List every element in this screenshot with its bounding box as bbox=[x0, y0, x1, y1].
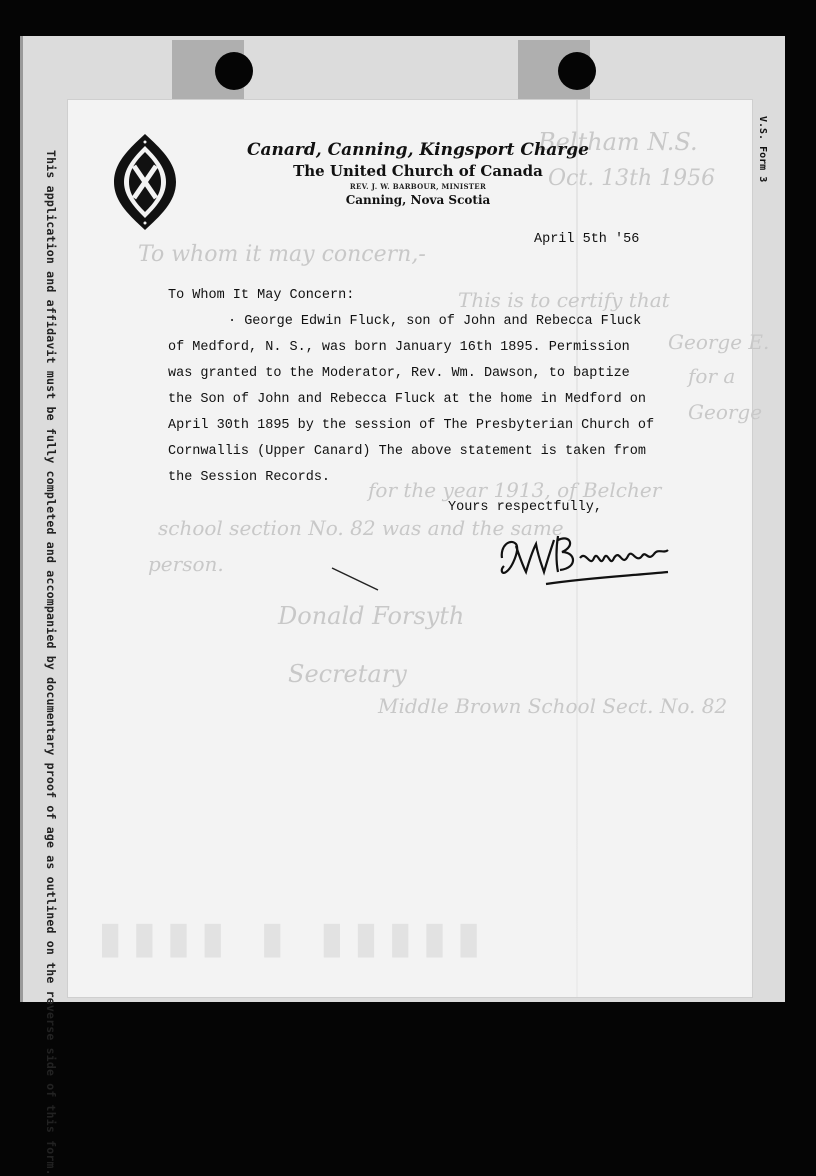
letterhead-church-name: The United Church of Canada bbox=[293, 162, 543, 180]
faint-handwriting-line-3: for a bbox=[688, 364, 736, 388]
faint-handwriting-place: Beltham N.S. bbox=[538, 128, 698, 156]
handwritten-signature bbox=[496, 528, 686, 588]
faint-handwriting-line-2: George E. bbox=[668, 330, 770, 354]
church-seal-icon bbox=[112, 132, 178, 232]
letter-closing: Yours respectfully, bbox=[448, 500, 602, 515]
form-instructions-side-text: This application and affidavit must be fully completed and accompanied by documentary proof of age as outlined on the reverse side of this form. bbox=[44, 150, 58, 1176]
punch-hole-left bbox=[215, 52, 253, 90]
faint-handwriting-line-5: for the year 1913, of Belcher bbox=[368, 478, 662, 502]
punch-hole-right bbox=[558, 52, 596, 90]
letter-body-line: Cornwallis (Upper Canard) The above statement is taken from bbox=[168, 444, 646, 459]
faint-stamp-ghost: ▮▮▮▮ ▮ ▮▮▮▮▮ bbox=[98, 912, 491, 963]
letter-body-line: April 30th 1895 by the session of The Presbyterian Church of bbox=[168, 418, 655, 433]
letterhead-minister: REV. J. W. BARBOUR, MINISTER bbox=[349, 182, 487, 191]
faint-handwriting-school: Middle Brown School Sect. No. 82 bbox=[378, 694, 728, 718]
letter-body-line: was granted to the Moderator, Rev. Wm. Dawson, to baptize bbox=[168, 366, 630, 381]
form-label: V.S. Form 3 bbox=[757, 116, 768, 183]
faint-handwriting-date: Oct. 13th 1956 bbox=[548, 166, 716, 191]
faint-handwriting-line-7: person. bbox=[148, 552, 224, 576]
letterhead bbox=[218, 140, 618, 207]
letterhead-place: Canning, Nova Scotia bbox=[345, 193, 491, 207]
faint-handwriting-title: Secretary bbox=[288, 660, 407, 688]
letter-body-line: of Medford, N. S., was born January 16th 1895. Permission bbox=[168, 340, 630, 355]
letter-salutation: To Whom It May Concern: bbox=[168, 288, 355, 303]
letter-body-line: · George Edwin Fluck, son of John and Rebecca Fluck bbox=[228, 314, 642, 329]
letter-body-line: the Son of John and Rebecca Fluck at the home in Medford on bbox=[168, 392, 646, 407]
pen-stroke-mark bbox=[330, 564, 382, 594]
faint-handwriting-salutation: To whom it may concern,- bbox=[138, 242, 426, 267]
letter-body-line: the Session Records. bbox=[168, 470, 331, 485]
letter-date: April 5th '56 bbox=[534, 232, 640, 247]
faint-handwriting-line-4: George bbox=[688, 400, 763, 424]
faint-handwriting-line-1: This is to certify that bbox=[458, 288, 670, 312]
faint-handwriting-line-6: school section No. 82 was and the same bbox=[158, 516, 564, 540]
faint-handwriting-name: Donald Forsyth bbox=[278, 602, 465, 630]
letterhead-charge: Canard, Canning, Kingsport Charge bbox=[247, 140, 589, 160]
